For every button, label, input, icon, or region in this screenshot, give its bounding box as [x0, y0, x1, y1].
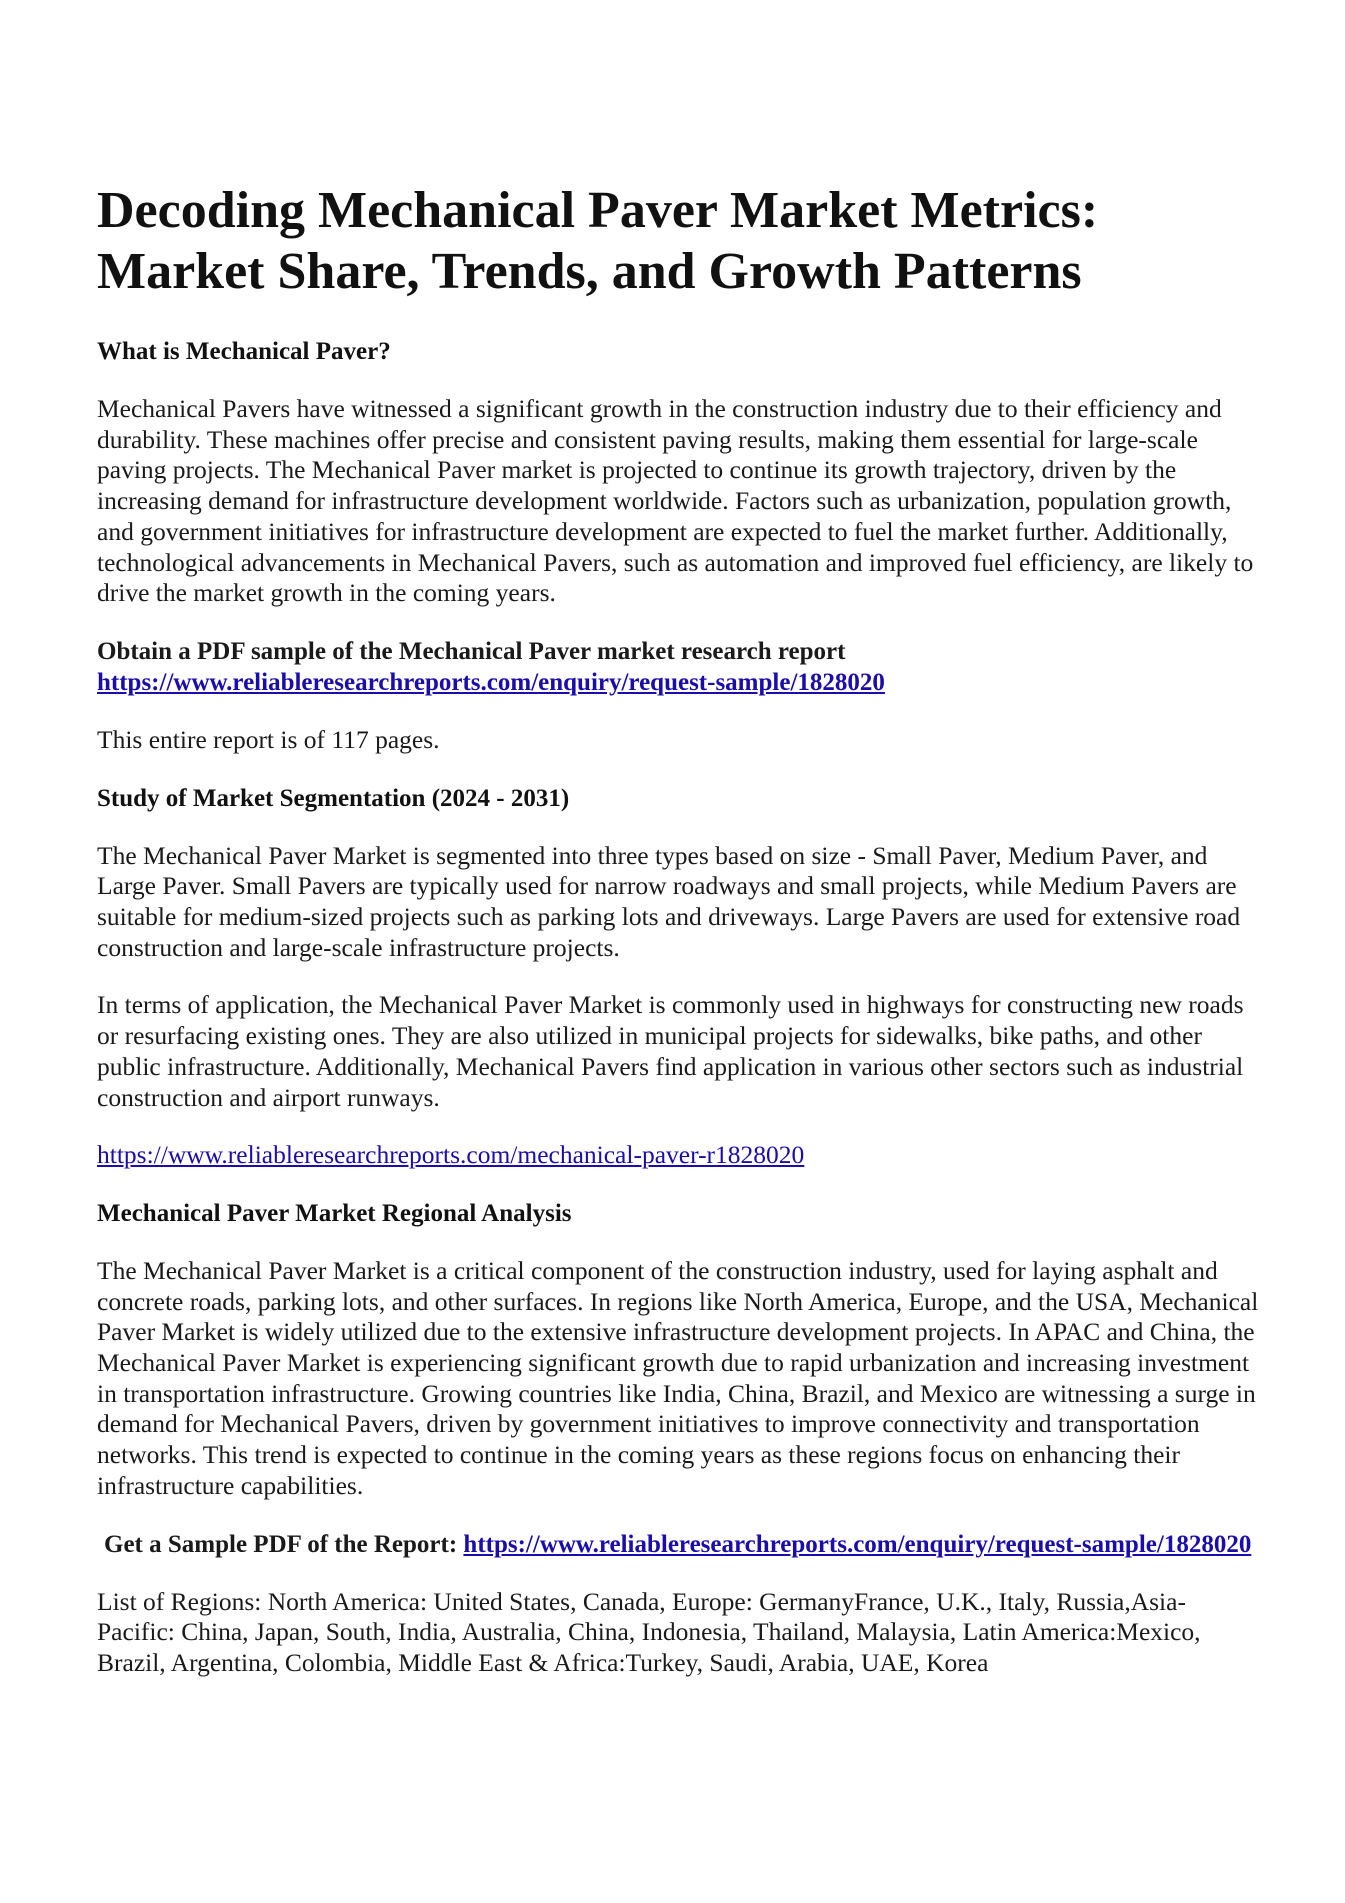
sample-request-link-2[interactable]: https://www.reliableresearchreports.com/enquiry/request-sample/1828020 [463, 1530, 1252, 1558]
sample-cta-label: Obtain a PDF sample of the Mechanical Paver market research report [97, 637, 846, 665]
regions-list-paragraph: List of Regions: North America: United States, Canada, Europe: GermanyFrance, U.K., Italy, Russia,Asia-Pacific: China, Japan, South, India, Australia, China, Indonesia, Thailand, Malaysia, Latin America:Mexico, Brazil, Argentina, Colombia, Middle East & Africa:Turkey, Saudi, Arabia, UAE, Korea [97, 1586, 1201, 1677]
segmentation-applications-paragraph: In terms of application, the Mechanical Paver Market is commonly used in highways for constructing new roads or resurfacing existing ones. They are also utilized in municipal projects for sidewalks, bike paths, and other public infrastructure. Additionally, Mechanical Pavers find application in various other sectors such as industrial construction and airport runways. [97, 990, 1244, 1112]
regional-heading: Mechanical Paver Market Regional Analysis [97, 1199, 572, 1227]
segmentation-heading: Study of Market Segmentation (2024 - 2031) [97, 784, 570, 812]
report-link-paragraph [97, 1140, 1262, 1171]
page-title: Decoding Mechanical Paver Market Metrics: Market Share, Trends, and Growth Patterns [97, 182, 1099, 300]
sample-cta-2-label: Get a Sample PDF of the Report: [104, 1530, 458, 1558]
pages-note: This entire report is of 117 pages. [97, 724, 440, 754]
regional-paragraph: The Mechanical Paver Market is a critical component of the construction industry, used for laying asphalt and concrete roads, parking lots, and other surfaces. In regions like North America, Europe, and the USA, Mechanical Paver Market is widely utilized due to the extensive infrastructure development projects. In APAC and China, the Mechanical Paver Market is experiencing significant growth due to rapid urbanization and increasing investment in transportation infrastructure. Growing countries like India, China, Brazil, and Mexico are witnessing a surge in demand for Mechanical Pavers, driven by government initiatives to improve connectivity and transportation networks. This trend is expected to continue in the coming years as these regions focus on enhancing their infrastructure capabilities. [97, 1255, 1259, 1500]
report-page-link[interactable]: https://www.reliableresearchreports.com/mechanical-paver-r1828020 [97, 1140, 805, 1170]
segmentation-types-paragraph: The Mechanical Paver Market is segmented into three types based on size - Small Paver, Medium Paver, and Large Paver. Small Pavers are typically used for narrow roadways and small projects, while Medium Pavers are suitable for medium-sized projects such as parking lots and driveways. Large Pavers are used for extensive road construction and large-scale infrastructure projects. [97, 840, 1241, 962]
sample-request-link[interactable]: https://www.reliableresearchreports.com/enquiry/request-sample/1828020 [97, 668, 885, 696]
what-is-heading: What is Mechanical Paver? [97, 338, 391, 365]
document-page [97, 180, 1262, 1706]
sample-cta [97, 636, 1262, 698]
what-is-paragraph: Mechanical Pavers have witnessed a significant growth in the construction industry due to their efficiency and durability. These machines offer precise and consistent paving results, making them essential for large-scale paving projects. The Mechanical Paver market is projected to continue its growth trajectory, driven by the increasing demand for infrastructure development worldwide. Factors such as urbanization, population growth, and government initiatives for infrastructure development are expected to fuel the market further. Additionally, technological advancements in Mechanical Pavers, such as automation and improved fuel efficiency, are likely to drive the market growth in the coming years. [97, 394, 1254, 608]
sample-cta-2 [97, 1529, 1262, 1560]
